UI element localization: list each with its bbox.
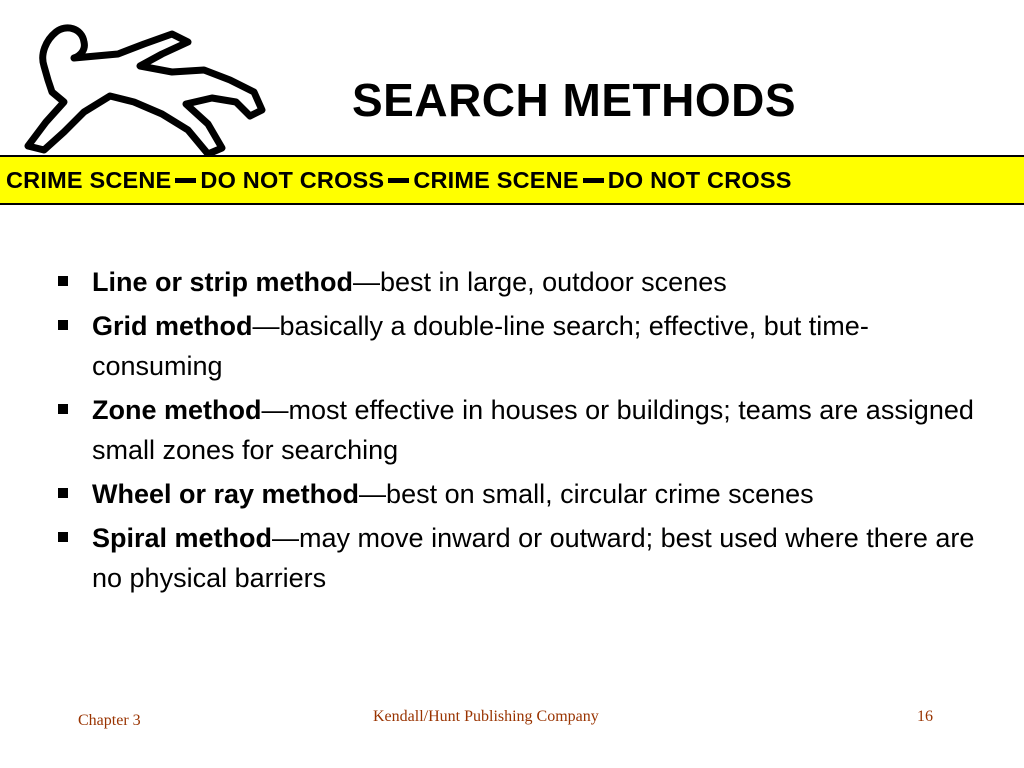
bullet-term: Zone method [92,395,262,425]
tape-text: DO NOT CROSS [200,167,385,193]
slide-title: SEARCH METHODS [352,74,797,126]
bullet-term: Wheel or ray method [92,479,360,509]
bullet-term: Spiral method [92,523,273,553]
square-bullet-icon [58,404,68,414]
footer-chapter: Chapter 3 [78,712,141,729]
square-bullet-icon [58,276,68,286]
tape-text: CRIME SCENE [413,167,579,193]
tape-dash [388,178,409,183]
bullet-text: —best in large, outdoor scenes [353,267,727,297]
square-bullet-icon [58,320,68,330]
crime-scene-tape [0,155,1024,205]
footer-page-number: 16 [917,708,933,725]
square-bullet-icon [58,532,68,542]
bullet-list [56,262,976,602]
body-outline-icon [22,14,272,164]
footer-publisher: Kendall/Hunt Publishing Company [373,708,599,725]
tape-dash [583,178,604,183]
tape-text: DO NOT CROSS [607,167,792,193]
square-bullet-icon [58,488,68,498]
bullet-text: —basically a double-line search; effective, but time-consuming [92,311,869,381]
bullet-item [56,474,976,514]
bullet-term: Line or strip method [92,267,354,297]
bullet-text: —most effective in houses or buildings; teams are assigned small zones for searching [92,395,974,465]
bullet-item [56,262,976,302]
bullet-item [56,518,976,598]
tape-text: CRIME SCENE [6,167,172,193]
tape-dash [175,178,196,183]
bullet-text: —may move inward or outward; best used where there are no physical barriers [92,523,975,593]
bullet-item [56,306,976,386]
bullet-item [56,390,976,470]
bullet-term: Grid method [92,311,253,341]
bullet-text: —best on small, circular crime scenes [359,479,814,509]
